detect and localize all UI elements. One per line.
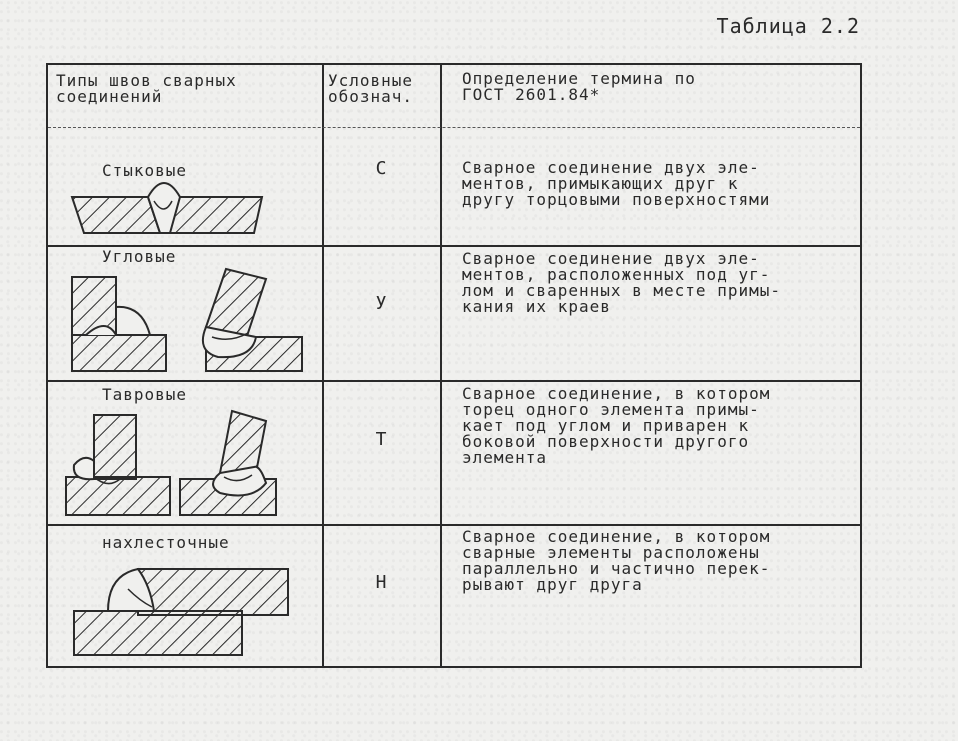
row-type-lap: нахлесточные: [102, 533, 230, 552]
header-definition: Определение термина по ГОСТ 2601.84*: [462, 69, 696, 104]
row-definition-tee: Сварное соединение, в котором торец одного элемента примы- кает под углом и приварен к боковой поверхности другого элемента: [462, 384, 771, 467]
row-symbol-corner: У: [375, 293, 387, 314]
row-type-tee: Тавровые: [102, 385, 188, 404]
row-definition-lap: Сварное соединение, в котором сварные элементы расположены параллельно и частично перек- рывают друг друга: [462, 527, 771, 594]
row-definition-butt: Сварное соединение двух эле- ментов, примыкающих друг к другу торцовыми поверхностями: [462, 158, 771, 209]
lap-joint-diagram: [68, 561, 298, 661]
row-type-corner: Угловые: [102, 247, 177, 266]
tee-joint-diagram: [60, 407, 310, 519]
butt-joint-diagram: [68, 187, 268, 237]
weld-types-table: [46, 63, 862, 668]
row-type-butt: Стыковые: [102, 161, 188, 180]
column-divider-2: [440, 65, 442, 666]
row-definition-corner: Сварное соединение двух эле- ментов, расположенных под уг- лом и сваренных в месте примы- кания их краев: [462, 249, 781, 316]
corner-joint-diagram: [66, 265, 306, 375]
row-divider-2: [48, 380, 860, 382]
header-type: Типы швов сварных соединений: [56, 71, 237, 106]
row-symbol-lap: Н: [375, 572, 387, 593]
row-symbol-tee: Т: [375, 429, 387, 450]
column-divider-1: [322, 65, 324, 666]
row-divider-3: [48, 524, 860, 526]
header-symbol: Условные обознач.: [328, 71, 414, 106]
row-symbol-butt: С: [375, 158, 387, 179]
table-caption: Таблица 2.2: [716, 14, 860, 38]
header-divider: [48, 127, 860, 128]
